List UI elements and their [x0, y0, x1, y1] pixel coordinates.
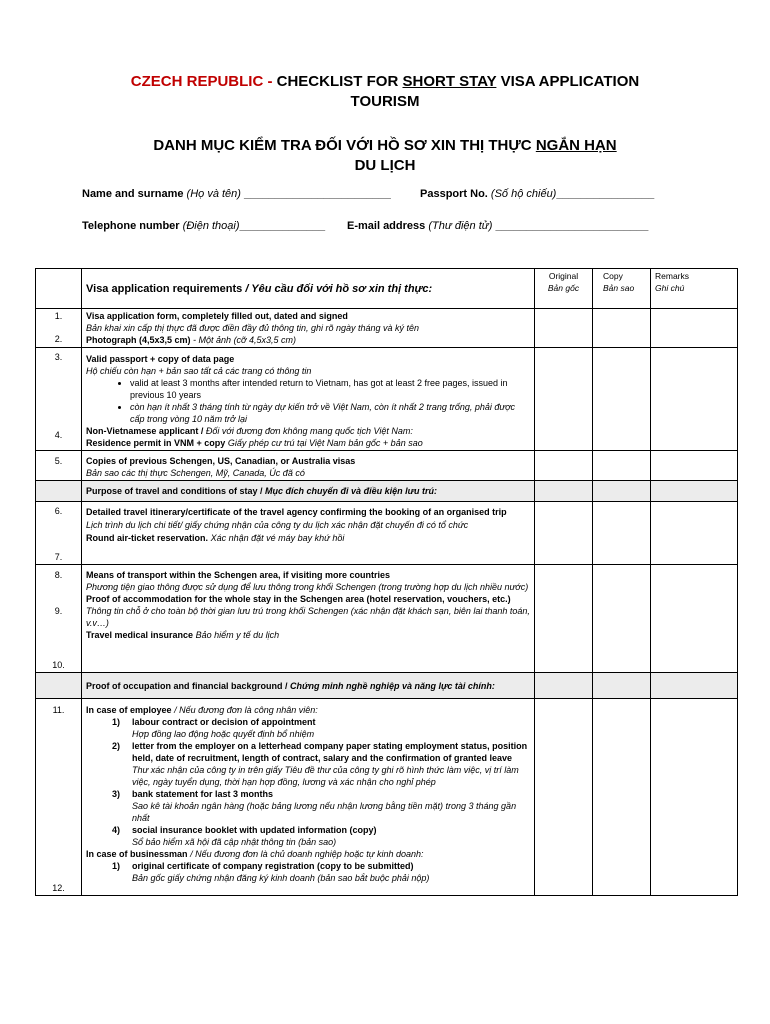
- title-vn-line2: DU LỊCH: [354, 157, 416, 174]
- phone-label-vn: (Điện thoại): [182, 220, 240, 232]
- remarks-cell[interactable]: [651, 502, 738, 565]
- header-original: [535, 269, 593, 309]
- remarks-cell[interactable]: [651, 348, 738, 451]
- name-label-vn: (Họ và tên): [186, 188, 241, 200]
- employee-doc-vn: Sổ bảo hiểm xã hội đã cập nhật thông tin (bản sao): [132, 837, 337, 847]
- original-checkbox[interactable]: [535, 348, 593, 451]
- section-cell: [535, 673, 593, 699]
- phone-label: Telephone number: [82, 220, 180, 232]
- title-short-stay: SHORT STAY: [402, 73, 497, 90]
- req-accommodation-vn: Thông tin chỗ ở cho toàn bộ thời gian lưu trú trong khối Schengen (xác nhận đặt khách sạn, biên lai thanh toán, v.v…): [86, 606, 530, 628]
- row-number-10: 10.: [52, 660, 65, 670]
- passport-condition-vn: • còn hạn ít nhất 3 tháng tính từ ngày dự kiến trở về Việt Nam, còn ít nhất 2 trang trống, phải được cấp trong vòng 10 năm trở lại: [130, 401, 530, 425]
- row-number: [36, 309, 82, 348]
- req-non-vn: Non-Vietnamese applicant /: [86, 426, 204, 436]
- row-number: [36, 348, 82, 451]
- row-number-8: 8.: [54, 570, 63, 580]
- req-previous-visas-vn: Bản sao các thị thực Schengen, Mỹ, Canada, Úc đã có: [86, 468, 305, 478]
- row-content: [82, 451, 535, 481]
- name-label: Name and surname: [82, 188, 184, 200]
- header-remarks: [651, 269, 738, 309]
- header-requirements: [82, 269, 535, 309]
- copy-checkbox[interactable]: [593, 502, 651, 565]
- title-vn-short: NGẮN HẠN: [535, 137, 617, 154]
- req-passport-vn: Hộ chiếu còn hạn + bản sao tất cả các trang có thông tin: [86, 366, 312, 376]
- row-number-4: 4.: [54, 430, 63, 440]
- phone-field[interactable]: [82, 220, 325, 232]
- employee-doc-en: social insurance booklet with updated information (copy): [132, 825, 377, 835]
- title-vn-line1: [0, 136, 770, 156]
- section-cell: [593, 673, 651, 699]
- title-en-line1: [0, 72, 770, 92]
- table-row: [36, 348, 738, 451]
- section-purpose-vn: Mục đích chuyến đi và điều kiện lưu trú:: [265, 486, 437, 496]
- title-text-end: VISA APPLICATION: [500, 73, 640, 90]
- email-label: E-mail address: [347, 220, 426, 232]
- list-item-number: 3): [112, 789, 121, 799]
- section-num-cell: [36, 481, 82, 502]
- req-businessman-vn: / Nếu đương đơn là chủ doanh nghiệp hoặc tự kinh doanh:: [190, 849, 424, 859]
- title-en-line2: TOURISM: [350, 93, 420, 110]
- remarks-cell[interactable]: [651, 309, 738, 348]
- section-header-occupation: [36, 673, 738, 699]
- section-cell: [651, 481, 738, 502]
- remarks-label-vn: Ghi chú: [655, 283, 685, 293]
- req-itinerary-vn: Lịch trình du lịch chi tiết/ giấy chứng nhận của công ty du lịch xác nhận đặt chuyến đi có tổ chức: [86, 520, 469, 530]
- copy-checkbox[interactable]: [593, 565, 651, 673]
- row-content: [82, 565, 535, 673]
- remarks-cell[interactable]: [651, 451, 738, 481]
- list-item-number: 1): [112, 861, 121, 871]
- list-item: [112, 824, 530, 848]
- title-vn-text: DANH MỤC KIỂM TRA ĐỐI VỚI HỒ SƠ XIN THỊ THỰC: [153, 137, 532, 154]
- original-checkbox[interactable]: [535, 309, 593, 348]
- copy-label-vn: Bản sao: [603, 283, 635, 293]
- country-name: CZECH REPUBLIC -: [130, 73, 273, 90]
- table-row: [36, 502, 738, 565]
- list-item: [112, 740, 530, 788]
- req-passport: Valid passport + copy of data page: [86, 354, 235, 364]
- req-accommodation: Proof of accommodation for the whole stay in the Schengen area (hotel reservation, vouchers, etc.): [86, 594, 511, 604]
- email-blank: _________________________: [495, 220, 649, 232]
- table-row: [36, 309, 738, 348]
- row-number: [36, 565, 82, 673]
- header-requirements-en: Visa application requirements: [86, 282, 243, 295]
- row-number-3: 3.: [54, 352, 63, 362]
- row-number-6: 6.: [54, 506, 63, 516]
- section-title: [82, 673, 535, 699]
- req-residence-vn: Giấy phép cư trú tại Việt Nam bản gốc + bản sao: [227, 438, 423, 448]
- table-header-row: [36, 269, 738, 309]
- business-documents: [86, 860, 530, 884]
- section-title: [82, 481, 535, 502]
- section-cell: [593, 481, 651, 502]
- row-content: [82, 699, 535, 896]
- table-row: [36, 451, 738, 481]
- original-label: Original: [548, 271, 579, 281]
- employee-doc-vn: Hợp đồng lao động hoặc quyết định bổ nhiệm: [132, 729, 315, 739]
- req-insurance-vn: Bảo hiểm y tế du lịch: [195, 630, 280, 640]
- req-air-ticket-vn: Xác nhận đặt vé máy bay khứ hồi: [210, 533, 345, 543]
- row-content: [82, 348, 535, 451]
- header-num-cell: [36, 269, 82, 309]
- row-content: [82, 309, 535, 348]
- remarks-cell[interactable]: [651, 699, 738, 896]
- phone-blank: ______________: [239, 220, 326, 232]
- req-previous-visas: Copies of previous Schengen, US, Canadian, or Australia visas: [86, 456, 356, 466]
- req-residence: Residence permit in VNM + copy: [86, 438, 226, 448]
- remarks-label: Remarks: [655, 271, 690, 281]
- employee-doc-en: letter from the employer on a letterhead company paper stating employment status, position held, date of recruitment, length of contract, salary and the confirmation of granted leave: [132, 741, 528, 763]
- employee-doc-vn: Thư xác nhận của công ty in trên giấy Tiêu đề thư của công ty ghi rõ hình thức làm việc, vị trí làm việc, ngày tuyển dụng, thời hạn hợp đồng, lương và xác nhận cho nghỉ phép: [132, 765, 519, 787]
- list-item-number: 2): [112, 741, 121, 751]
- copy-checkbox[interactable]: [593, 348, 651, 451]
- passport-condition-en: • valid at least 3 months after intended return to Vietnam, has got at least 2 free pages, issued in previous 10 years: [130, 377, 530, 401]
- row-number: [36, 502, 82, 565]
- name-blank: ________________________: [244, 188, 391, 200]
- business-doc-en: original certificate of company registration (copy to be submitted): [132, 861, 414, 871]
- business-doc-vn: Bản gốc giấy chứng nhận đăng ký kinh doanh (bản sao bắt buộc phải nộp): [132, 873, 430, 883]
- email-label-vn: (Thư điện tử): [428, 220, 493, 232]
- list-item-number: 4): [112, 825, 121, 835]
- req-form-vn: Bản khai xin cấp thị thực đã được điền đầy đủ thông tin, ghi rõ ngày tháng và ký tên: [86, 323, 420, 333]
- row-number-12: 12.: [52, 883, 65, 893]
- copy-checkbox[interactable]: [593, 309, 651, 348]
- copy-label: Copy: [603, 271, 623, 281]
- remarks-cell[interactable]: [651, 565, 738, 673]
- original-label-vn: Bản gốc: [547, 283, 580, 293]
- req-transport-vn: Phương tiện giao thông được sử dụng để lưu thông trong khối Schengen (trong trường hợp du lịch nhiều nước): [86, 582, 529, 592]
- original-checkbox[interactable]: [535, 699, 593, 896]
- row-number-11: 11.: [52, 705, 65, 715]
- name-field[interactable]: [82, 188, 391, 200]
- header-requirements-vn: / Yêu cầu đối với hồ sơ xin thị thực:: [245, 282, 433, 295]
- row-number-2: 2.: [54, 334, 63, 344]
- section-cell: [651, 673, 738, 699]
- header-copy: [593, 269, 651, 309]
- section-occupation-en: Proof of occupation and financial background /: [86, 680, 288, 691]
- title-text: CHECKLIST FOR: [276, 73, 399, 90]
- req-photo-vn: - Một ảnh (cỡ 4,5x3,5 cm): [193, 335, 297, 345]
- email-field[interactable]: [347, 220, 648, 232]
- row-number: 5.: [36, 451, 82, 481]
- employee-doc-vn: Sao kê tài khoản ngân hàng (hoặc bảng lương nếu nhận lương bằng tiền mặt) trong 3 tháng gần nhất: [132, 801, 517, 823]
- req-itinerary: Detailed travel itinerary/certificate of the travel agency confirming the booking of an organised trip: [86, 507, 507, 517]
- req-air-ticket: Round air-ticket reservation.: [86, 533, 209, 543]
- section-num-cell: [36, 673, 82, 699]
- req-insurance: Travel medical insurance: [86, 630, 194, 640]
- copy-checkbox[interactable]: [593, 699, 651, 896]
- list-item: [112, 860, 530, 884]
- passport-field[interactable]: [420, 188, 654, 200]
- passport-conditions: [86, 377, 530, 425]
- section-cell: [535, 481, 593, 502]
- row-number-1: 1.: [54, 311, 63, 321]
- section-header-purpose: [36, 481, 738, 502]
- list-item: [112, 716, 530, 740]
- section-purpose-en: Purpose of travel and conditions of stay /: [86, 486, 263, 496]
- original-checkbox[interactable]: [535, 451, 593, 481]
- row-number-7: 7.: [54, 552, 63, 562]
- req-employee: In case of employee: [86, 705, 172, 715]
- employee-doc-en: bank statement for last 3 months: [132, 789, 274, 799]
- table-row: [36, 699, 738, 896]
- row-number-9: 9.: [54, 606, 63, 616]
- original-checkbox[interactable]: [535, 565, 593, 673]
- employee-documents: [86, 716, 530, 848]
- passport-label: Passport No.: [420, 188, 488, 200]
- section-occupation-vn: Chứng minh nghề nghiệp và năng lực tài chính:: [290, 680, 495, 691]
- req-transport: Means of transport within the Schengen area, if visiting more countries: [86, 570, 391, 580]
- list-item-number: 1): [112, 717, 121, 727]
- req-non-vn-vn: Đối với đương đơn không mang quốc tịch Việt Nam:: [205, 426, 413, 436]
- list-item: [112, 788, 530, 824]
- req-businessman: In case of businessman: [86, 849, 188, 859]
- row-content: [82, 502, 535, 565]
- employee-doc-en: labour contract or decision of appointment: [132, 717, 316, 727]
- row-number: [36, 699, 82, 896]
- original-checkbox[interactable]: [535, 502, 593, 565]
- req-employee-vn: / Nếu đương đơn là công nhân viên:: [174, 705, 318, 715]
- req-photo: Photograph (4,5x3,5 cm): [86, 335, 191, 345]
- copy-checkbox[interactable]: [593, 451, 651, 481]
- passport-blank: ________________: [556, 188, 655, 200]
- checklist-table: [35, 268, 738, 896]
- table-row: [36, 565, 738, 673]
- passport-label-vn: (Số hộ chiếu): [490, 188, 557, 200]
- req-form: Visa application form, completely filled out, dated and signed: [86, 311, 348, 321]
